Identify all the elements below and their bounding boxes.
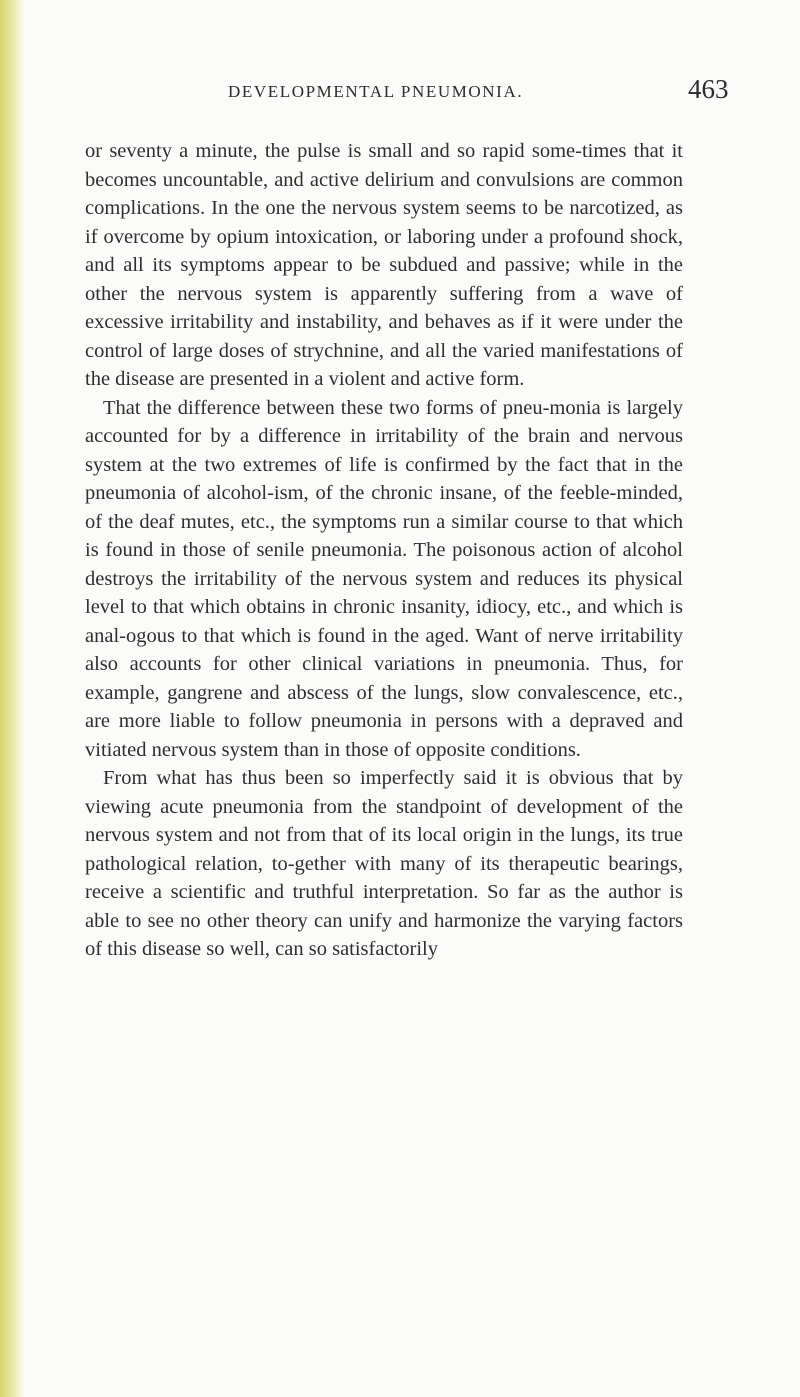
paragraph: From what has thus been so imperfectly said it is obvious that by viewing acute pneumonia from the standpoint of development of the nervous system and not from that of its local origin in the lungs, its true pathological relation, to-gether with many of its therapeutic bearings, receive a scientific and truthful interpretation. So far as the author is able to see no other theory can unify and harmonize the varying factors of this disease so well, can so satisfactorily (85, 767, 683, 960)
paragraph: That the difference between these two forms of pneu-monia is largely accounted for by a difference in irritability of the brain and nervous system at the two extremes of life is confirmed by the fact that in the pneumonia of alcohol-ism, of the chronic insane, of the feeble-minded, of the deaf mutes, etc., the symptoms run a similar course to that which is found in those of senile pneumonia. The poisonous action of alcohol destroys the irritability of the nervous system and reduces its physical level to that which obtains in chronic insanity, idiocy, etc., and which is anal-ogous to that which is found in the aged. Want of nerve irritability also accounts for other clinical variations in pneumonia. Thus, for example, gangrene and abscess of the lungs, slow convalescence, etc., are more liable to follow pneumonia in persons with a depraved and vitiated nervous system than in those of opposite conditions. (85, 396, 683, 761)
page-number: 463 (688, 74, 729, 104)
page-edge-discoloration (0, 0, 26, 1397)
body-text (85, 137, 683, 964)
running-head: DEVELOPMENTAL PNEUMONIA. (228, 82, 524, 101)
paragraph: or seventy a minute, the pulse is small and so rapid some-times that it becomes uncountable, and active delirium and convulsions are common complications. In the one the nervous system seems to be narcotized, as if overcome by opium intoxication, or laboring under a profound shock, and all its symptoms appear to be subdued and passive; while in the other the nervous system is apparently suffering from a wave of excessive irritability and instability, and behaves as if it were under the control of large doses of strychnine, and all the varied manifestations of the disease are presented in a violent and active form. (85, 140, 683, 390)
